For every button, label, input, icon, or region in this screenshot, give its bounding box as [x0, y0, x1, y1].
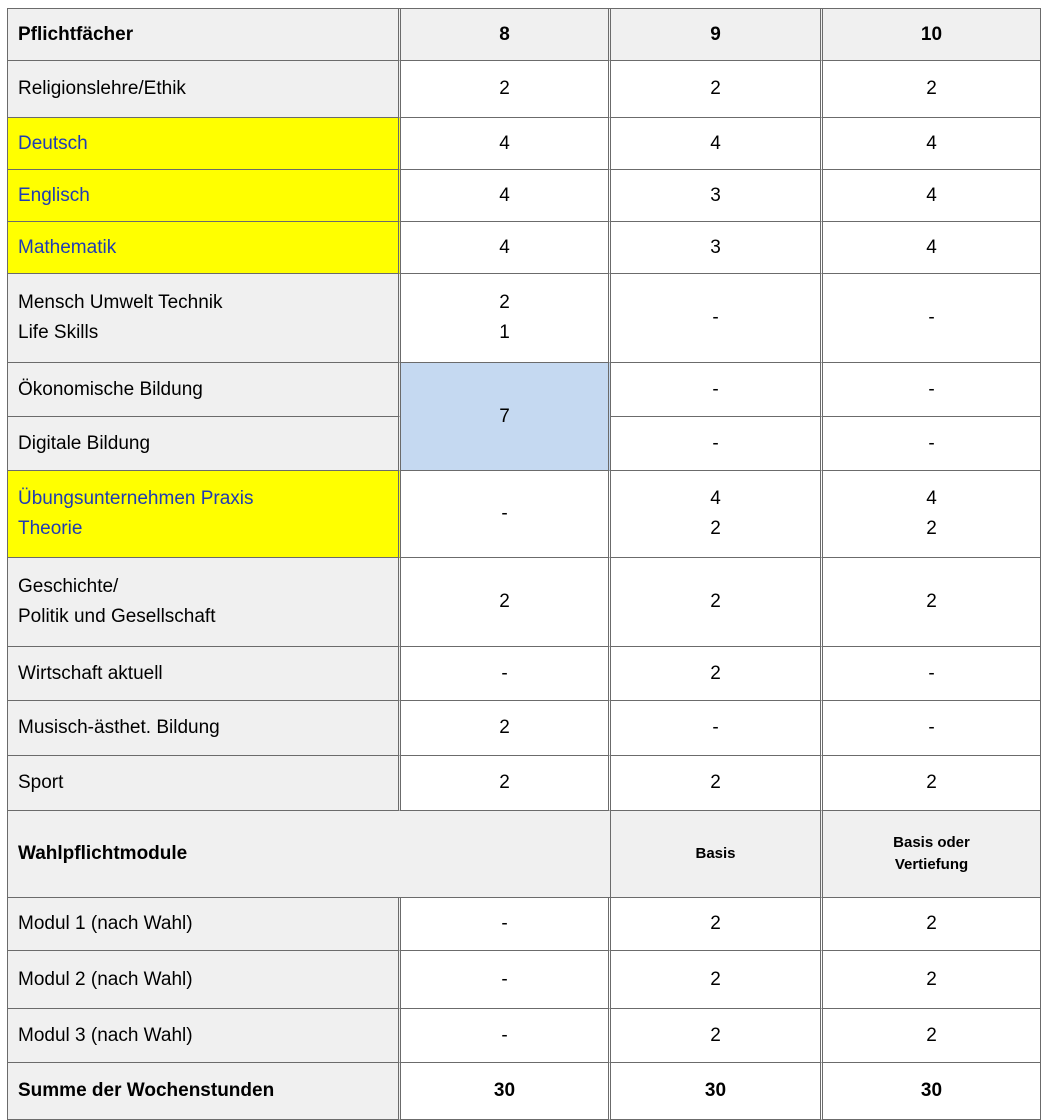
wahlpflicht-title: Wahlpflichtmodule [8, 811, 611, 898]
header-grade-8: 8 [401, 9, 611, 61]
hours-grade-9: 3 [611, 170, 823, 222]
hours-grade-10: 2 [823, 1009, 1041, 1063]
subject-label: Digitale Bildung [8, 417, 401, 471]
hours-line: 2 [710, 518, 721, 539]
subject-label: Musisch-ästhet. Bildung [8, 701, 401, 756]
wahlpflicht-line: Vertiefung [894, 856, 969, 873]
table-row [8, 647, 1041, 701]
hours-grade-10: 2 [823, 558, 1041, 647]
hours-grade-8: - [401, 1009, 611, 1063]
table-row [8, 222, 1041, 274]
hours-line: 2 [926, 518, 937, 539]
hours-grade-8: 2 [401, 61, 611, 118]
hours-grade-8: 4 [401, 118, 611, 170]
subject-label: Sport [8, 756, 401, 811]
table-row [8, 756, 1041, 811]
hours-grade-9: 4 [611, 118, 823, 170]
header-subject: Pflichtfächer [8, 9, 401, 61]
hours-grade-10: 2 [823, 61, 1041, 118]
table-row [8, 274, 1041, 363]
sum-label: Summe der Wochenstunden [8, 1063, 401, 1120]
hours-grade-9: 2 [611, 61, 823, 118]
hours-grade-9 [611, 471, 823, 558]
hours-grade-10: 2 [823, 756, 1041, 811]
subject-line: Theorie [18, 518, 83, 539]
hours-grade-10: - [823, 701, 1041, 756]
subject-label: Deutsch [8, 118, 401, 170]
hours-grade-9: 2 [611, 647, 823, 701]
hours-grade-9: - [611, 701, 823, 756]
hours-grade-10: - [823, 274, 1041, 363]
subject-label: Modul 3 (nach Wahl) [8, 1009, 401, 1063]
hours-grade-9: 2 [611, 951, 823, 1009]
subject-label: Mathematik [8, 222, 401, 274]
hours-line: 2 [499, 292, 510, 313]
subject-label [8, 558, 401, 647]
wahlpflicht-grade-10 [823, 811, 1041, 898]
subject-line: Übungsunternehmen Praxis [18, 488, 254, 509]
table-row [8, 558, 1041, 647]
table-row [8, 951, 1041, 1009]
subject-label [8, 274, 401, 363]
hours-grade-8 [401, 274, 611, 363]
hours-grade-10: 4 [823, 170, 1041, 222]
weekly-hours-table [7, 8, 1041, 1120]
table-row [8, 898, 1041, 951]
table-row [8, 118, 1041, 170]
sum-row [8, 1063, 1041, 1120]
hours-grade-9: 2 [611, 756, 823, 811]
hours-grade-8: - [401, 471, 611, 558]
table-row [8, 170, 1041, 222]
table-row [8, 1009, 1041, 1063]
sum-grade-8: 30 [401, 1063, 611, 1120]
subject-label: Religionslehre/Ethik [8, 61, 401, 118]
subject-label: Englisch [8, 170, 401, 222]
hours-grade-9: 2 [611, 558, 823, 647]
hours-grade-8: - [401, 898, 611, 951]
hours-grade-9: - [611, 274, 823, 363]
subject-line: Politik und Gesellschaft [18, 606, 216, 627]
subject-label: Ökonomische Bildung [8, 363, 401, 417]
sum-grade-10: 30 [823, 1063, 1041, 1120]
subject-label [8, 471, 401, 558]
hours-grade-10: - [823, 363, 1041, 417]
hours-line: 1 [499, 322, 510, 343]
hours-line: 4 [926, 488, 937, 509]
hours-grade-9: 2 [611, 1009, 823, 1063]
subject-line: Mensch Umwelt Technik [18, 292, 223, 313]
subject-label: Wirtschaft aktuell [8, 647, 401, 701]
hours-grade-8: 2 [401, 558, 611, 647]
hours-grade-9: - [611, 363, 823, 417]
hours-grade-9: 3 [611, 222, 823, 274]
header-grade-9: 9 [611, 9, 823, 61]
hours-grade-10: - [823, 417, 1041, 471]
hours-grade-9: 2 [611, 898, 823, 951]
header-grade-10: 10 [823, 9, 1041, 61]
hours-grade-8: 4 [401, 170, 611, 222]
table-row [8, 363, 1041, 417]
hours-line: 4 [710, 488, 721, 509]
sum-grade-9: 30 [611, 1063, 823, 1120]
hours-grade-10: - [823, 647, 1041, 701]
hours-grade-10 [823, 471, 1041, 558]
hours-grade-10: 4 [823, 118, 1041, 170]
table-row [8, 701, 1041, 756]
hours-grade-8: 4 [401, 222, 611, 274]
merged-hours-grade-8: 7 [401, 363, 611, 471]
hours-grade-10: 2 [823, 951, 1041, 1009]
hours-grade-8: 2 [401, 701, 611, 756]
hours-grade-9: - [611, 417, 823, 471]
table-header-row [8, 9, 1041, 61]
hours-grade-8: - [401, 647, 611, 701]
subject-label: Modul 2 (nach Wahl) [8, 951, 401, 1009]
hours-grade-8: - [401, 951, 611, 1009]
table-row [8, 471, 1041, 558]
hours-grade-10: 4 [823, 222, 1041, 274]
wahlpflicht-grade-9: Basis [611, 811, 823, 898]
wahlpflicht-header-row [8, 811, 1041, 898]
wahlpflicht-line: Basis oder [893, 834, 970, 851]
subject-line: Geschichte/ [18, 576, 119, 597]
subject-line: Life Skills [18, 322, 99, 343]
table-row [8, 61, 1041, 118]
hours-grade-8: 2 [401, 756, 611, 811]
hours-grade-10: 2 [823, 898, 1041, 951]
subject-label: Modul 1 (nach Wahl) [8, 898, 401, 951]
